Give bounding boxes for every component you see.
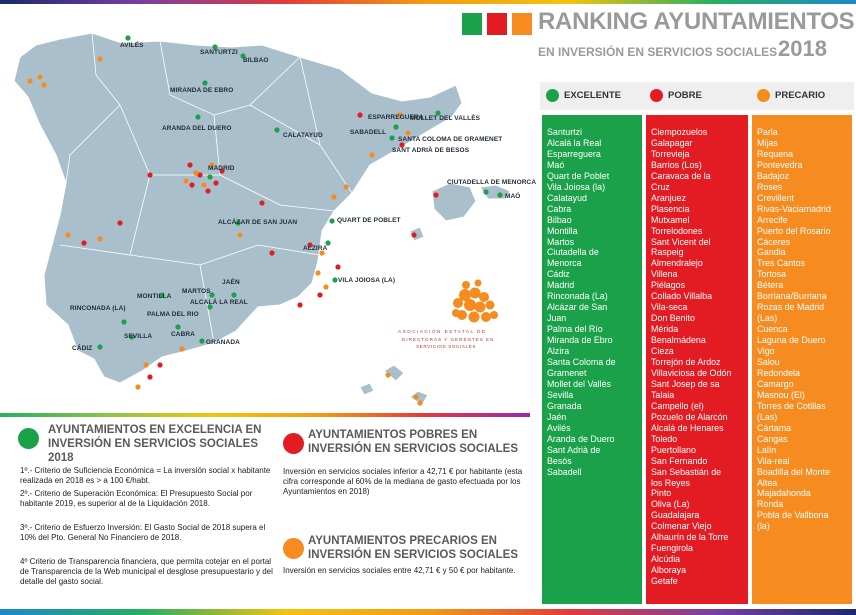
page-year: 2018 xyxy=(778,36,827,61)
map-label: CIUTADELLA DE MENORCA xyxy=(447,179,537,186)
map-label: ALZIRA xyxy=(303,245,328,252)
list-item: Gandia xyxy=(757,247,786,258)
category-label-excelente: EXCELENTE xyxy=(564,90,622,101)
map-label: SANT ADRIÀ DE BESOS xyxy=(392,147,470,154)
criterion-2: 2º.- Criterio de Superación Económica: El Presupuesto Social por habitante 2019, es superior al de la Liquidación 2018. xyxy=(20,489,253,508)
precario-section-text: Inversión en servicios sociales entre 42,71 € y 50 € por habitante. xyxy=(283,566,516,575)
list-item: Rinconada (La) xyxy=(547,291,608,302)
list-item: Oliva (La) xyxy=(651,499,690,510)
list-item: Galapagar xyxy=(651,137,693,148)
list-item: Pinto xyxy=(651,488,672,499)
map-label: CÁDIZ xyxy=(72,345,93,352)
map-label: SANTURTZI xyxy=(200,49,238,56)
logo-text-line1: ASOCIACIÓN ESTATAL DE xyxy=(398,329,487,334)
list-item: los Reyes xyxy=(651,477,690,488)
list-item: (Las) xyxy=(757,313,778,324)
list-item: Mollet del Vallès xyxy=(547,378,611,389)
list-item: Raspeig xyxy=(651,247,684,258)
map-label: RINCONADA (LA) xyxy=(70,305,126,312)
list-item: Madrid xyxy=(547,280,575,291)
map-label: ALCALÁ LA REAL xyxy=(190,299,248,306)
bottom-gradient-bar xyxy=(0,609,856,615)
list-item: Calatayud xyxy=(547,192,587,203)
list-item: Colmenar Viejo xyxy=(651,521,712,532)
list-item: Quart de Poblet xyxy=(547,170,610,181)
list-item: Fuengirola xyxy=(651,543,693,554)
map-label: AVILÉS xyxy=(120,42,144,49)
mallorca-shape xyxy=(432,183,476,221)
criterion-1: 1º.- Criterio de Suficiencia Económica = La inversión social x habitante realizada en 2018 es > a 100 €/habt. xyxy=(20,466,271,485)
map-label: MONTILLA xyxy=(137,293,172,300)
map-label: MIRANDA DE EBRO xyxy=(170,87,234,94)
logo-text-line3: SERVICIOS SOCIALES xyxy=(416,344,476,349)
precario-section-title: AYUNTAMIENTOS PRECARIOS EN INVERSIÓN EN SERVICIOS SOCIALES xyxy=(308,535,519,561)
peninsula-shape xyxy=(14,33,462,383)
map-label: MAÓ xyxy=(505,193,521,200)
list-item: Bilbao xyxy=(547,214,572,225)
map-of-spain xyxy=(0,5,537,411)
list-item: Lalín xyxy=(757,444,777,455)
list-item: Pontevedra xyxy=(757,159,803,170)
list-item: Boadilla del Monte xyxy=(757,466,831,477)
list-item: Maó xyxy=(547,159,565,170)
list-item: Palma del Río xyxy=(547,324,603,335)
list-item: Santa Coloma de xyxy=(547,357,616,368)
criterion-4: 4º Criterio de Transparencia financiera, que permita cotejar en el portal de Transparencia de la Web municipal el desglose presupuestario y del detalle del gasto social. xyxy=(20,557,273,586)
criterion-3: 3º.- Criterio de Esfuerzo Inversión: El Gasto Social de 2018 supera el 10% del Pto. General No Financiero de 2018. xyxy=(20,523,266,542)
pobre-section-text: Inversión en servicios sociales inferior a 42,71 € por habitante (esta cifra corresponde al 60% de la mediana de gasto efectuada por los Ayuntamientos en 2018) xyxy=(283,467,523,496)
list-item: Plasencia xyxy=(651,203,690,214)
map-label: MADRID xyxy=(208,165,235,172)
list-item: Gramenet xyxy=(547,367,587,378)
list-item: Cabra xyxy=(547,203,572,214)
list-item: Vigo xyxy=(757,346,775,357)
list-item: Torrelodones xyxy=(651,225,703,236)
top-gradient-bar xyxy=(0,0,856,4)
list-item: (la) xyxy=(757,521,770,532)
list-item: Sevilla xyxy=(547,389,574,400)
list-item: Talaia xyxy=(651,389,675,400)
list-item: San Sebastián de xyxy=(651,466,722,477)
green-square-icon xyxy=(462,13,482,35)
pobre-list xyxy=(644,113,750,606)
list-item: Torrejón de Ardoz xyxy=(651,357,721,368)
list-item: Collado Villalba xyxy=(651,291,713,302)
list-item: Arrecife xyxy=(757,214,788,225)
list-item: Piélagos xyxy=(651,280,686,291)
list-item: Guadalajara xyxy=(651,510,700,521)
list-item: Avilés xyxy=(547,422,571,433)
divider-gradient xyxy=(0,413,530,417)
list-item: Toledo xyxy=(651,433,678,444)
list-item: Alcúdia xyxy=(651,554,681,565)
map-label: ESPARREGUERA xyxy=(368,114,424,121)
list-item: Majadahonda xyxy=(757,488,811,499)
list-item: Ronda xyxy=(757,499,784,510)
list-item: Altea xyxy=(757,477,778,488)
list-item: Barrios (Los) xyxy=(651,159,702,170)
list-item: Cieza xyxy=(651,346,674,357)
list-item: Menorca xyxy=(547,258,582,269)
list-item: Alzira xyxy=(547,346,570,357)
list-item: Sant Josep de sa xyxy=(651,378,720,389)
pobre-dot-icon xyxy=(650,89,663,102)
map-label: PALMA DEL RIO xyxy=(147,311,199,318)
list-item: San Fernando xyxy=(651,455,708,466)
list-item: Camargo xyxy=(757,378,794,389)
list-item: Badajoz xyxy=(757,170,790,181)
map-label: QUART DE POBLET xyxy=(337,217,401,224)
page-subtitle: EN INVERSIÓN EN SERVICIOS SOCIALES xyxy=(538,45,778,59)
map-label: BILBAO xyxy=(243,57,269,64)
map-label: ARANDA DEL DUERO xyxy=(162,125,232,132)
list-item: Santurtzi xyxy=(547,127,583,137)
map-label: ALCÁZAR DE SAN JUAN xyxy=(218,219,298,226)
list-item: Mutxamel xyxy=(651,214,690,225)
list-item: Cangas xyxy=(757,433,788,444)
category-label-pobre: POBRE xyxy=(668,90,702,101)
logo-text-line2: DIRECTORAS Y GERENTES EN xyxy=(402,337,495,342)
list-item: Juan xyxy=(547,313,567,324)
map-label: CABRA xyxy=(171,331,195,338)
list-item: Esparreguera xyxy=(547,148,601,159)
map-label: JAÉN xyxy=(222,279,240,286)
list-item: Cruz xyxy=(651,181,670,192)
list-item: Benalmádena xyxy=(651,335,706,346)
list-item: Sant Vicent del xyxy=(651,236,711,247)
list-item: Martos xyxy=(547,236,575,247)
list-item: Bétera xyxy=(757,280,784,291)
map-label: VILA JOIOSA (LA) xyxy=(338,277,396,284)
precario-list xyxy=(750,113,854,606)
list-item: Rivas-Vaciamadrid xyxy=(757,203,831,214)
list-item: Alcalá la Real xyxy=(547,137,602,148)
list-item: Puerto del Rosario xyxy=(757,225,831,236)
map-label: CALATAYUD xyxy=(283,132,323,139)
association-logo-mark xyxy=(452,280,498,323)
list-item: Alboraya xyxy=(651,565,687,576)
list-item: Sabadell xyxy=(547,466,582,477)
list-item: Requena xyxy=(757,148,794,159)
list-item: Rozas de Madrid xyxy=(757,302,825,313)
excelente-section-title: AYUNTAMIENTOS EN EXCELENCIA EN INVERSIÓN EN SERVICIOS SOCIALES 2018 xyxy=(48,424,262,464)
list-item: Campello (el) xyxy=(651,400,704,411)
list-item: Granada xyxy=(547,400,582,411)
list-item: Cuenca xyxy=(757,324,788,335)
pobre-section-title: AYUNTAMIENTOS POBRES EN INVERSIÓN EN SERVICIOS SOCIALES xyxy=(308,429,519,455)
list-item: Laguna de Duero xyxy=(757,335,826,346)
list-item: Ciutadella de xyxy=(547,247,599,258)
canary-islands-shape xyxy=(360,365,428,405)
list-item: Pozuelo de Alarcón xyxy=(651,411,728,422)
map-label: GRANADA xyxy=(206,339,240,346)
list-item: Tres Cantos xyxy=(757,258,806,269)
category-label-precario: PRECARIO xyxy=(775,90,826,101)
list-item: Redondela xyxy=(757,367,800,378)
map-label: MARTOS xyxy=(182,288,211,295)
list-item: Alcázar de San xyxy=(547,302,608,313)
red-square-icon xyxy=(487,13,507,35)
list-item: Caravaca de la xyxy=(651,170,711,181)
list-item: Villaviciosa de Odón xyxy=(651,367,732,378)
list-item: Jaén xyxy=(547,411,567,422)
precario-dot-icon xyxy=(757,89,770,102)
list-item: Besòs xyxy=(547,455,572,466)
page-title: RANKING AYUNTAMIENTOS xyxy=(538,8,855,35)
list-item: Puertollano xyxy=(651,444,696,455)
list-item: Aranda de Duero xyxy=(547,433,615,444)
list-item: Tortosa xyxy=(757,269,787,280)
list-item: Torres de Cotillas xyxy=(757,400,826,411)
list-item: (Las) xyxy=(757,411,778,422)
list-item: Mijas xyxy=(757,137,778,148)
list-item: Torrevieja xyxy=(651,148,690,159)
list-item: Salou xyxy=(757,357,780,368)
excelente-list xyxy=(540,113,644,606)
list-item: Ciempozuelos xyxy=(651,127,708,137)
list-item: Vila-seca xyxy=(651,302,688,313)
orange-square-icon xyxy=(512,13,532,35)
list-item: Miranda de Ebro xyxy=(547,335,613,346)
precario-big-dot-icon xyxy=(283,538,304,559)
pobre-big-dot-icon xyxy=(283,433,304,454)
list-item: Masnou (El) xyxy=(757,389,805,400)
list-item: Alhaurín de la Torre xyxy=(651,532,729,543)
list-item: Cáceres xyxy=(757,236,791,247)
list-item: Aranjuez xyxy=(651,192,687,203)
excelente-big-dot-icon xyxy=(18,428,39,449)
list-item: Montilla xyxy=(547,225,578,236)
list-item: Parla xyxy=(757,127,778,137)
list-item: Mérida xyxy=(651,324,679,335)
list-item: Vila Joiosa (la) xyxy=(547,181,606,192)
list-item: Almendralejo xyxy=(651,258,703,269)
list-item: Roses xyxy=(757,181,783,192)
list-item: Don Benito xyxy=(651,313,695,324)
list-item: Crevillent xyxy=(757,192,794,203)
list-item: Vila-real xyxy=(757,455,790,466)
excelente-dot-icon xyxy=(546,89,559,102)
list-item: Cártama xyxy=(757,422,792,433)
map-label: SANTA COLOMA DE GRAMENET xyxy=(398,136,503,143)
list-item: Sant Adrià de xyxy=(547,444,601,455)
list-item: Villena xyxy=(651,269,678,280)
map-label: SEVILLA xyxy=(124,333,153,340)
list-item: Alcalá de Henares xyxy=(651,422,724,433)
list-item: Pobla de Vallbona xyxy=(757,510,829,521)
map-label: MOLLET DEL VALLÈS xyxy=(410,115,481,122)
list-item: Borriana/Burriana xyxy=(757,291,827,302)
list-item: Cádiz xyxy=(547,269,570,280)
map-label: SABADELL xyxy=(350,129,387,136)
list-item: Getafe xyxy=(651,576,678,587)
